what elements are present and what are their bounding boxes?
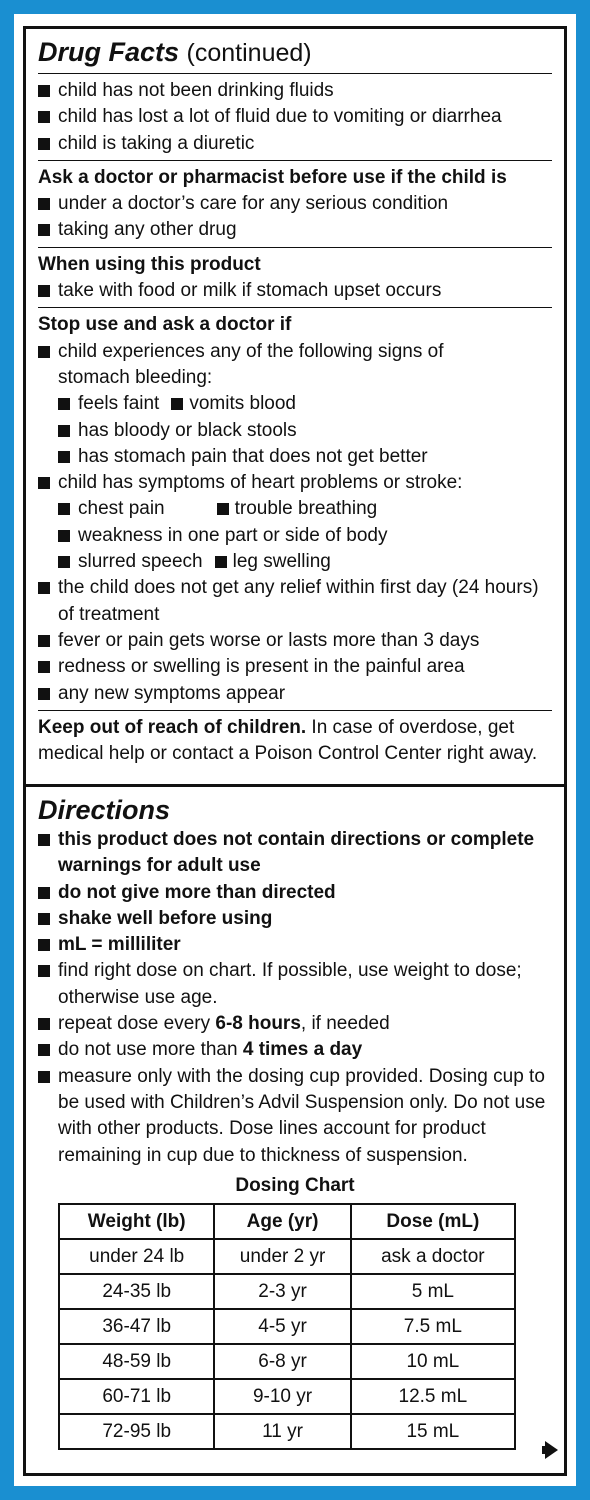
column-header: Dose (mL): [351, 1204, 515, 1239]
table-cell: 24-35 lb: [59, 1274, 214, 1309]
list-item: child is taking a diuretic: [38, 131, 552, 157]
table-cell: 6-8 yr: [214, 1344, 350, 1379]
list-item: [38, 339, 552, 392]
item-text: do not use more than: [58, 1039, 243, 1061]
item-text: stomach bleeding:: [58, 366, 213, 388]
table-cell: 60-71 lb: [59, 1379, 214, 1414]
dosing-chart-title: Dosing Chart: [235, 1174, 355, 1196]
table-cell: under 24 lb: [59, 1239, 214, 1274]
list-item: find right dose on chart. If possible, use weight to dose; otherwise use age.: [38, 958, 552, 1011]
table-row: [59, 1379, 515, 1414]
list-item: measure only with the dosing cup provided. Dosing cup to be used with Children’s Advil Suspension only. Do not use with other products. Dose lines account for product remaining in cup due to thickness of suspension.: [38, 1064, 552, 1169]
dosing-table: [58, 1203, 516, 1450]
item-bold: 4 times a day: [242, 1039, 363, 1061]
table-header-row: [59, 1204, 515, 1239]
drug-facts-panel: [23, 26, 567, 794]
table-cell: 7.5 mL: [351, 1309, 515, 1344]
item-text: repeat dose every: [58, 1013, 216, 1035]
keep-out-text: In case of overdose, get medical help or contact a Poison Control Center right away.: [38, 716, 538, 765]
item-bold: 6-8 hours: [215, 1013, 301, 1035]
list-item: fever or pain gets worse or lasts more than 3 days: [38, 628, 552, 654]
table-row: [59, 1274, 515, 1309]
section-divider: [38, 73, 552, 74]
arrow-head: [545, 1441, 558, 1459]
section-divider: [38, 710, 552, 711]
column-header: Weight (lb): [59, 1204, 214, 1239]
list-item: child has not been drinking fluids: [38, 78, 552, 104]
list-item: do not give more than directed: [38, 880, 552, 906]
item-text: child experiences any of the following signs of: [58, 340, 444, 362]
item-text: slurred speech: [78, 551, 203, 573]
list-item: under a doctor’s care for any serious condition: [38, 191, 552, 217]
table-cell: 11 yr: [214, 1414, 350, 1449]
sub-list-item: [38, 549, 552, 575]
table-cell: 2-3 yr: [214, 1274, 350, 1309]
keep-out-of-reach: [38, 715, 552, 768]
list-item: child has lost a lot of fluid due to vomiting or diarrhea: [38, 104, 552, 130]
table-cell: ask a doctor: [351, 1239, 515, 1274]
table-cell: 15 mL: [351, 1414, 515, 1449]
section-divider: [38, 160, 552, 161]
when-using-heading: When using this product: [38, 253, 261, 275]
table-cell: 72-95 lb: [59, 1414, 214, 1449]
table-cell: 10 mL: [351, 1344, 515, 1379]
table-row: [59, 1239, 515, 1274]
table-row: [59, 1309, 515, 1344]
panel-title: [38, 29, 552, 70]
item-text: the child does not get any relief within first day (24 hours): [58, 577, 539, 599]
section-divider: [38, 307, 552, 308]
table-cell: 36-47 lb: [59, 1309, 214, 1344]
sub-list-item: weakness in one part or side of body: [38, 523, 552, 549]
square-bullet-icon: [217, 503, 229, 515]
table-cell: 5 mL: [351, 1274, 515, 1309]
continue-arrow-icon: [542, 1437, 558, 1463]
list-item: redness or swelling is present in the painful area: [38, 654, 552, 680]
drug-facts-heading: Drug Facts: [38, 37, 180, 67]
column-header: Age (yr): [214, 1204, 350, 1239]
directions-heading: Directions: [38, 795, 171, 825]
list-item: shake well before using: [38, 906, 552, 932]
list-item: child has symptoms of heart problems or stroke:: [38, 470, 552, 496]
list-item: take with food or milk if stomach upset occurs: [38, 278, 552, 304]
item-text: , if needed: [300, 1013, 390, 1035]
sub-list-item: has stomach pain that does not get better: [38, 444, 552, 470]
label-card: [14, 14, 576, 1486]
table-row: [59, 1344, 515, 1379]
list-item: this product does not contain directions or complete warnings for adult use: [38, 827, 552, 880]
section-divider: [38, 247, 552, 248]
sub-list-item: [38, 391, 552, 417]
list-item: any new symptoms appear: [38, 681, 552, 707]
list-item: taking any other drug: [38, 217, 552, 243]
item-text: vomits blood: [189, 393, 296, 415]
table-cell: 4-5 yr: [214, 1309, 350, 1344]
list-item: [38, 575, 552, 628]
item-text: feels faint: [78, 393, 160, 415]
square-bullet-icon: [171, 398, 183, 410]
table-cell: 9-10 yr: [214, 1379, 350, 1414]
table-row: [59, 1414, 515, 1449]
keep-out-bold: Keep out of reach of children.: [38, 716, 307, 738]
list-item: mL = milliliter: [38, 932, 552, 958]
continued-label: (continued): [186, 39, 312, 67]
item-text: leg swelling: [232, 551, 331, 573]
ask-doctor-heading: Ask a doctor or pharmacist before use if the child is: [38, 166, 507, 188]
item-text: trouble breathing: [234, 498, 378, 520]
directions-panel: [23, 784, 567, 1476]
table-cell: 12.5 mL: [351, 1379, 515, 1414]
stop-use-heading: Stop use and ask a doctor if: [38, 314, 292, 336]
table-cell: under 2 yr: [214, 1239, 350, 1274]
list-item: [38, 1011, 552, 1037]
square-bullet-icon: [215, 556, 227, 568]
table-cell: 48-59 lb: [59, 1344, 214, 1379]
list-item: [38, 1037, 552, 1063]
item-text: chest pain: [78, 498, 165, 520]
item-text: of treatment: [58, 603, 160, 625]
sub-list-item: has bloody or black stools: [38, 418, 552, 444]
sub-list-item: [38, 496, 552, 522]
